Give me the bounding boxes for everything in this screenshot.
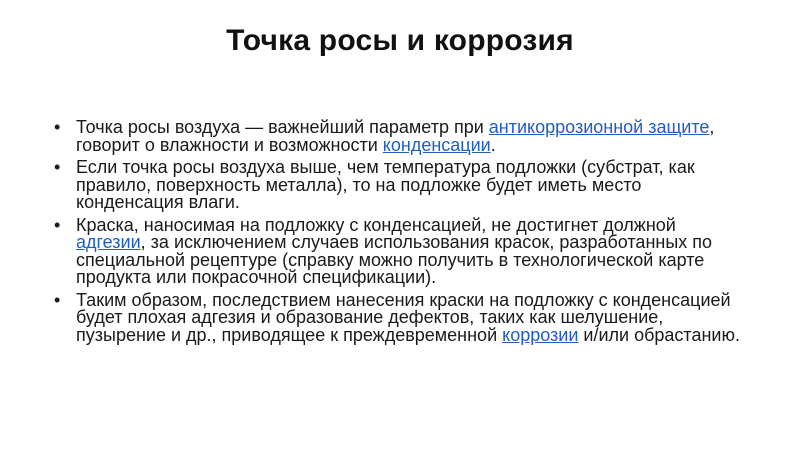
link-corrosion[interactable]: коррозии	[502, 324, 579, 345]
slide-title: Точка росы и коррозия	[226, 24, 574, 57]
bullet-text: Таким образом, последствием нанесения краски на подложку с конденсацией будет плохая адгезия и образование дефектов, таких как шелушение, пузырение и др., приводящее к преждевременной	[76, 289, 731, 345]
link-adhesion[interactable]: адгезии	[76, 232, 141, 252]
bullet-marker: •	[54, 117, 61, 137]
bullet-text: .	[490, 134, 496, 155]
bullet-text: и/или обрастанию.	[578, 324, 740, 345]
bullet-marker: •	[54, 214, 61, 235]
bullet-item-condensation	[54, 159, 744, 212]
bullet-item-consequences	[54, 289, 744, 345]
bullet-text: Краска, наносимая на подложку с конденсацией, не достигнет должной	[76, 214, 676, 235]
bullet-text: , говорит о влажности и возможности	[76, 117, 715, 155]
bullet-text: Если точка росы воздуха выше, чем температура подложки (субстрат, как правило, поверхность металла), то на подложке будет иметь место конденсация влаги.	[76, 157, 695, 212]
bullet-list	[54, 119, 744, 349]
bullet-item-adhesion	[54, 214, 744, 287]
bullet-marker: •	[54, 289, 61, 310]
bullet-marker: •	[54, 157, 61, 177]
bullet-text: , за исключением случаев использования красок, разработанных по специальной рецептуре (справку можно получить в технологической карте продукта или покрасочной спецификации).	[76, 232, 713, 287]
bullet-text: Точка росы воздуха — важнейший параметр при	[76, 117, 489, 137]
link-condensation[interactable]: конденсации	[382, 134, 491, 155]
bullet-item-dew-point	[54, 119, 744, 154]
link-anticorrosion-protection[interactable]: антикоррозионной защите	[488, 117, 710, 137]
